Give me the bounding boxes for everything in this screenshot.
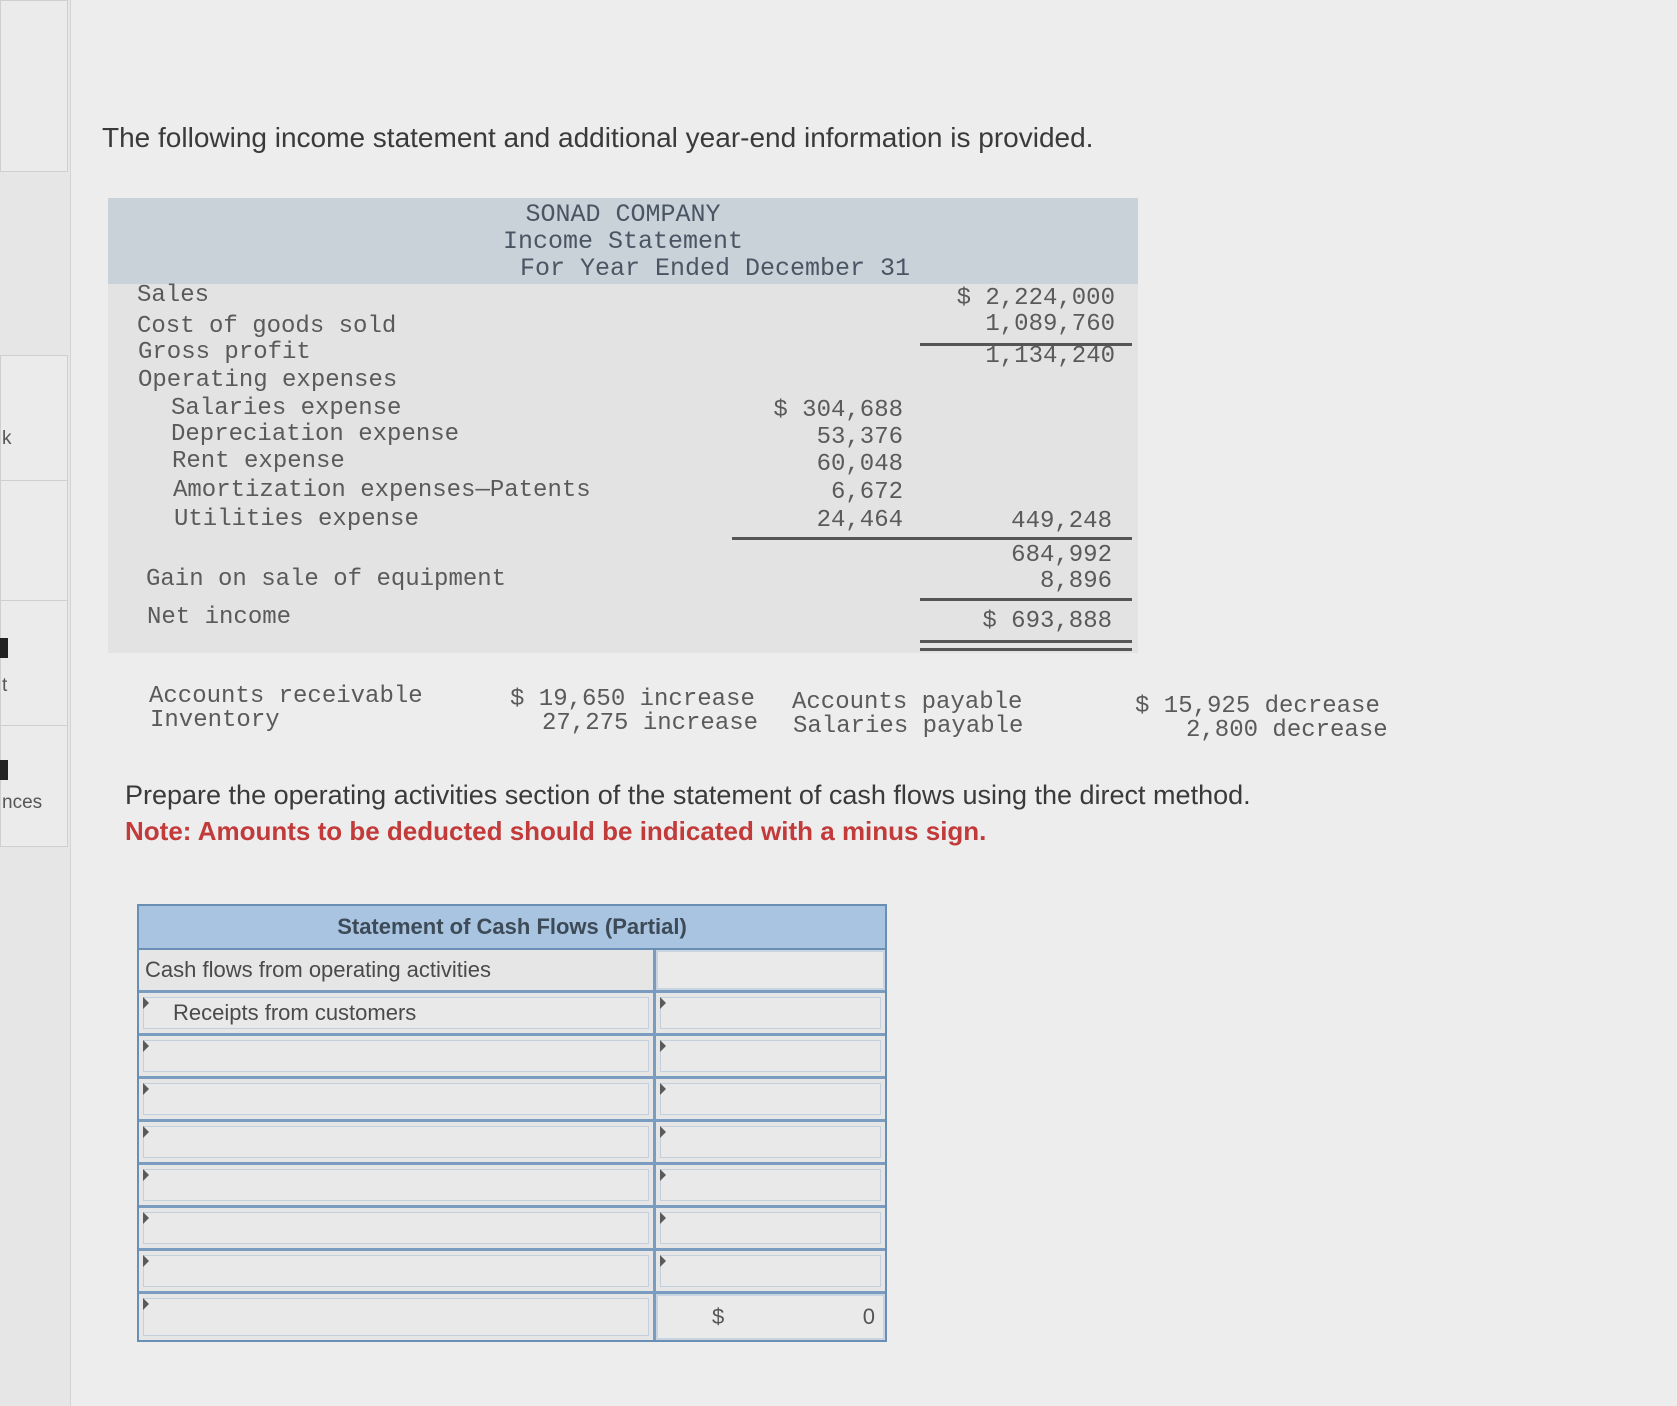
double-underline (920, 648, 1132, 651)
dropdown-indicator-icon (660, 1040, 666, 1052)
dropdown-indicator-icon (143, 1083, 149, 1095)
sidebar-panel (0, 480, 68, 602)
expense-label: Salaries expense (171, 395, 402, 422)
dropdown-indicator-icon (143, 1298, 149, 1310)
table-row (139, 1122, 885, 1165)
cash-flow-table-title: Statement of Cash Flows (Partial) (139, 906, 885, 950)
dropdown-indicator-icon (143, 1040, 149, 1052)
sidebar-panel (0, 0, 68, 172)
amount-cell[interactable] (656, 1122, 885, 1162)
cogs-label: Cost of goods sold (137, 313, 397, 340)
intro-text: The following income statement and additional year-end information is provided. (102, 122, 1094, 153)
amount-cell[interactable] (656, 1208, 885, 1248)
blank-cell (656, 950, 885, 990)
double-underline (920, 640, 1132, 643)
table-row (139, 1079, 885, 1122)
description-select[interactable] (143, 1083, 649, 1115)
amount-input[interactable] (660, 1212, 881, 1244)
inventory-value: 27,275 increase (542, 710, 759, 737)
dropdown-indicator-icon (660, 1126, 666, 1138)
gain-label: Gain on sale of equipment (146, 566, 507, 593)
table-row (139, 1208, 885, 1251)
sidebar-label[interactable]: nces (2, 792, 43, 813)
sidebar-marker (0, 638, 8, 658)
table-row (139, 950, 885, 993)
dropdown-indicator-icon (143, 997, 149, 1009)
sidebar-panel (0, 355, 68, 482)
expense-label: Rent expense (172, 448, 345, 475)
ar-label: Accounts receivable (149, 683, 423, 710)
description-cell[interactable] (139, 1165, 656, 1205)
amount-cell[interactable] (656, 1251, 885, 1291)
amount-input[interactable] (660, 1255, 881, 1287)
section-header-cell (139, 950, 656, 990)
description-cell[interactable] (139, 1208, 656, 1248)
amount-cell[interactable] (656, 1079, 885, 1119)
subtotal-value: 684,992 (1011, 542, 1112, 569)
sales-label: Sales (137, 282, 210, 309)
expense-value: 60,048 (816, 451, 903, 478)
expense-label: Depreciation expense (171, 421, 460, 448)
gross-profit-label: Gross profit (138, 339, 311, 366)
amount-input[interactable] (660, 1040, 881, 1072)
description-select[interactable] (143, 1040, 649, 1072)
dropdown-indicator-icon (143, 1169, 149, 1181)
dropdown-indicator-icon (143, 1126, 149, 1138)
total-amount-cell (656, 1294, 885, 1340)
instruction-note: Note: Amounts to be deducted should be indicated with a minus sign. (125, 816, 987, 846)
left-sidebar (0, 0, 71, 1406)
sidebar-panel (0, 600, 68, 727)
salaries-payable-value: 2,800 decrease (1186, 717, 1388, 744)
company-name: SONAD COMPANY (525, 200, 721, 229)
total-opex-value: 449,248 (1011, 508, 1112, 535)
amount-input[interactable] (660, 1126, 881, 1158)
amount-input[interactable] (660, 997, 881, 1029)
statement-title: Income Statement (502, 227, 744, 256)
dropdown-indicator-icon (660, 997, 666, 1009)
underline (732, 537, 1132, 540)
table-row (139, 1036, 885, 1079)
gross-profit-value: 1,134,240 (985, 343, 1115, 370)
cash-flow-table (137, 904, 887, 1342)
salaries-payable-label: Salaries payable (793, 713, 1024, 740)
gain-value: 8,896 (1039, 568, 1112, 595)
expense-value: 6,672 (830, 479, 903, 506)
net-income-value: $ 693,888 (982, 608, 1112, 635)
description-cell[interactable] (139, 993, 656, 1033)
dropdown-indicator-icon (660, 1169, 666, 1181)
description-value: Receipts from customers (173, 1000, 417, 1025)
underline (920, 598, 1132, 601)
amount-cell[interactable] (656, 1165, 885, 1205)
amount-cell[interactable] (656, 993, 885, 1033)
amount-input[interactable] (660, 1083, 881, 1115)
opex-label: Operating expenses (138, 367, 398, 394)
currency-symbol: $ (712, 1304, 725, 1329)
ar-value: $ 19,650 increase (510, 686, 755, 713)
table-row (139, 1165, 885, 1208)
amount-cell[interactable] (656, 1036, 885, 1076)
ap-label: Accounts payable (792, 689, 1023, 716)
cogs-value: 1,089,760 (985, 311, 1115, 338)
description-select[interactable] (143, 1255, 649, 1287)
section-header-label: Cash flows from operating activities (145, 957, 492, 982)
expense-value: $ 304,688 (773, 397, 903, 424)
dropdown-indicator-icon (143, 1255, 149, 1267)
dropdown-indicator-icon (660, 1083, 666, 1095)
amount-input[interactable] (660, 1169, 881, 1201)
statement-period: For Year Ended December 31 (519, 254, 911, 283)
sales-value: $ 2,224,000 (956, 285, 1115, 312)
total-amount-value: 0 (862, 1304, 875, 1329)
dropdown-indicator-icon (143, 1212, 149, 1224)
total-amount-box (656, 1294, 885, 1340)
dropdown-indicator-icon (660, 1255, 666, 1267)
dropdown-indicator-icon (660, 1212, 666, 1224)
net-income-label: Net income (147, 604, 292, 631)
expense-value: 53,376 (816, 424, 903, 451)
description-select[interactable] (143, 1298, 649, 1336)
description-select[interactable] (143, 1212, 649, 1244)
table-row (139, 993, 885, 1036)
sidebar-marker (0, 760, 8, 780)
description-cell[interactable] (139, 1036, 656, 1076)
ap-value: $ 15,925 decrease (1135, 693, 1380, 720)
total-description-cell[interactable] (139, 1294, 656, 1340)
sidebar-panel (0, 725, 68, 847)
sidebar-label[interactable]: k (2, 428, 12, 449)
total-row (139, 1294, 885, 1340)
description-select[interactable] (143, 1169, 649, 1201)
description-cell[interactable] (139, 1122, 656, 1162)
expense-value: 24,464 (816, 507, 903, 534)
section-header-amount-cell (656, 950, 885, 990)
description-select[interactable] (143, 1126, 649, 1158)
expense-label: Amortization expenses—Patents (173, 477, 591, 504)
description-cell[interactable] (139, 1079, 656, 1119)
table-row (139, 1251, 885, 1294)
instruction-text: Prepare the operating activities section of the statement of cash flows using the direct method. (125, 780, 1251, 810)
inventory-label: Inventory (150, 707, 280, 734)
description-cell[interactable] (139, 1251, 656, 1291)
expense-label: Utilities expense (174, 506, 419, 533)
sidebar-label[interactable]: t (2, 675, 8, 696)
